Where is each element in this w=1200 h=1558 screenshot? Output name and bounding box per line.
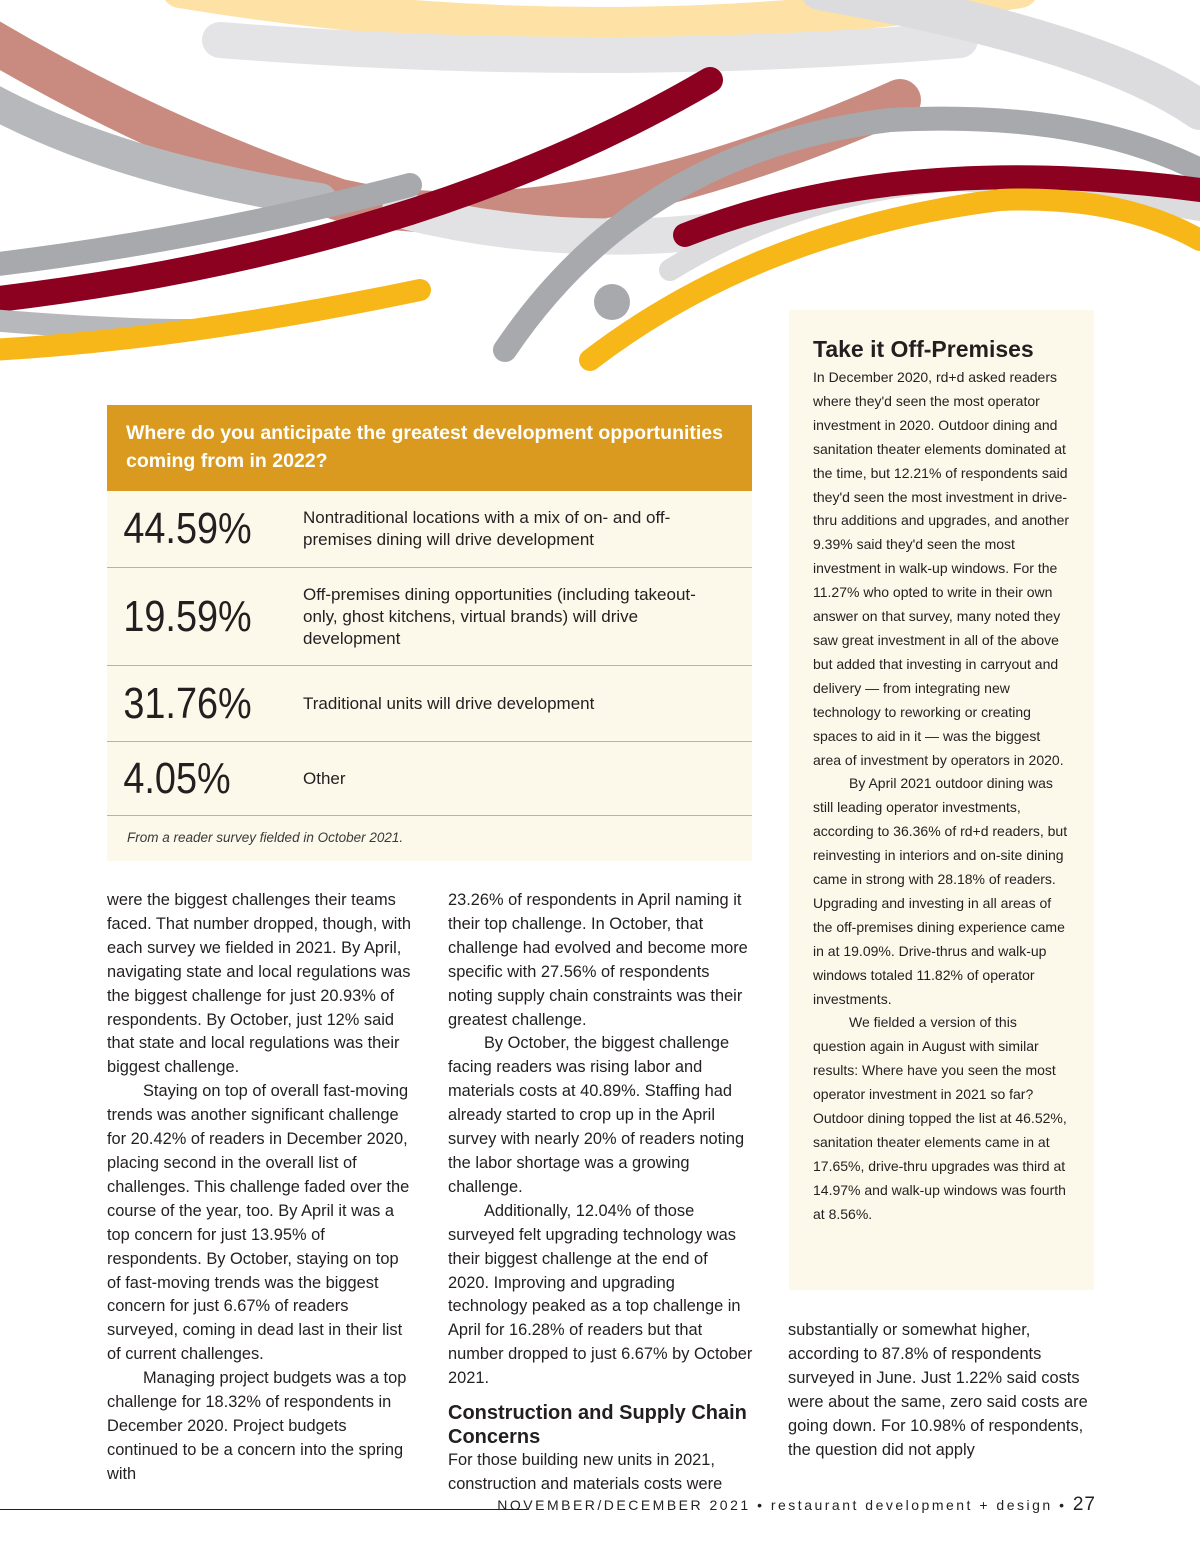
paragraph: 23.26% of respondents in April naming it their top challenge. In October, that challenge had evolved and become more specific with 27.56% of respondents noting supply chain constraints was their greatest challenge. — [448, 891, 748, 1029]
survey-row — [107, 666, 752, 742]
stripe-lightgray-top — [220, 40, 960, 55]
survey-row — [107, 568, 752, 666]
survey-percent: 31.76% — [123, 678, 252, 728]
survey-percent: 19.59% — [123, 591, 252, 641]
paragraph: Managing project budgets was a top challenge for 18.32% of respondents in December 2020. Project budgets continued to be a concern into the spring with — [107, 1369, 407, 1483]
page-footer — [497, 1494, 1096, 1516]
survey-question: Where do you anticipate the greatest development opportunities coming from in 2022? — [107, 405, 752, 491]
footer-magazine: restaurant development + design — [770, 1497, 1053, 1513]
survey-answer: Traditional units will drive development — [303, 693, 595, 713]
paragraph: were the biggest challenges their teams faced. That number dropped, though, with each survey we fielded in 2021. By April, navigating state and local regulations was the biggest challenge for just 20.93% of respondents. By October, just 12% said that state and local regulations was their biggest challenge. — [107, 891, 412, 1077]
dot-gray — [594, 284, 630, 320]
survey-answer: Off-premises dining opportunities (including takeout-only, ghost kitchens, virtual brands) will drive development — [303, 584, 696, 648]
paragraph: Staying on top of overall fast-moving trends was another significant challenge for 20.42% of readers in December 2020, placing second in the overall list of challenges. This challenge faded over the course of the year, too. By April it was a top concern for just 13.95% of respondents. By October, staying on top of fast-moving trends was the biggest concern for just 6.67% of readers surveyed, coming in dead last in their list of current challenges. — [107, 1082, 410, 1364]
paragraph: By October, the biggest challenge facing readers was rising labor and materials costs at 40.89%. Staffing had already started to crop up in the April survey with nearly 20% of readers noting the labor shortage was a growing challenge. — [448, 1034, 745, 1196]
body-column-3 — [788, 1319, 1093, 1462]
survey-results-box — [107, 405, 752, 861]
body-column-2 — [448, 889, 753, 1497]
sidebar-box — [789, 310, 1094, 1290]
footer-issue: NOVEMBER/DECEMBER 2021 — [497, 1497, 751, 1513]
sidebar-title: Take it Off-Premises — [813, 336, 1034, 362]
survey-row — [107, 491, 752, 568]
section-heading: Construction and Supply Chain Concerns — [448, 1402, 747, 1449]
survey-row — [107, 742, 752, 816]
survey-percent: 44.59% — [123, 504, 252, 553]
survey-answer: Nontraditional locations with a mix of on- and off-premises dining will drive development — [303, 508, 671, 549]
footer-rule — [0, 1509, 527, 1510]
sidebar-paragraph: In December 2020, rd+d asked readers where they'd seen the most operator investment in 2020. Outdoor dining and sanitation theater elements dominated at the time, but 12.21% of respondents said they'd seen the most investment in drive-thru additions and upgrades, and another 9.39% said they'd seen the most investment in walk-up windows. For the 11.27% who opted to write in their own answer on that survey, many noted they saw great investment in all of the above but added that investing in carryout and delivery — from integrating new technology to reworking or creating spaces to aid in it — was the biggest area of investment by operators in 2020. — [813, 369, 1070, 768]
survey-source-note: From a reader survey fielded in October 2021. — [127, 830, 404, 845]
sidebar-paragraph: By April 2021 outdoor dining was still leading operator investments, according to 36.36% of rd+d readers, but reinvesting in interiors and on-site dining came in strong with 28.18% of readers. Upgrading and investing in all areas of the off-premises dining experience came in at 19.09%. Drive-thrus and walk-up windows totaled 11.82% of operator investments. — [813, 775, 1068, 1007]
survey-percent: 4.05% — [123, 753, 231, 803]
paragraph: Additionally, 12.04% of those surveyed felt upgrading technology was their biggest challenge at the end of 2020. Improving and upgrading technology peaked as a top challenge in April for 16.28% of readers but that number dropped to just 6.67% by October 2021. — [448, 1201, 753, 1388]
paragraph: For those building new units in 2021, construction and materials costs were — [448, 1451, 723, 1493]
survey-answer: Other — [303, 768, 346, 788]
paragraph: substantially or somewhat higher, according to 87.8% of respondents surveyed in June. Just 1.22% said costs were about the same, zero said costs are going down. For 10.98% of respondents, the question did not apply — [788, 1321, 1088, 1459]
body-column-1 — [107, 889, 412, 1487]
page-number: 27 — [1072, 1494, 1096, 1515]
footer-bullet: • — [1059, 1497, 1067, 1513]
sidebar-paragraph: We fielded a version of this question again in August with similar results: Where have you seen the most operator investment in 2021 so far? Outdoor dining topped the list at 46.52%, sanitation theater elements came in at 17.65%, drive-thru upgrades was third at 14.97% and walk-up windows was fourth at 8.56%. — [813, 1014, 1067, 1222]
footer-bullet: • — [757, 1497, 765, 1513]
